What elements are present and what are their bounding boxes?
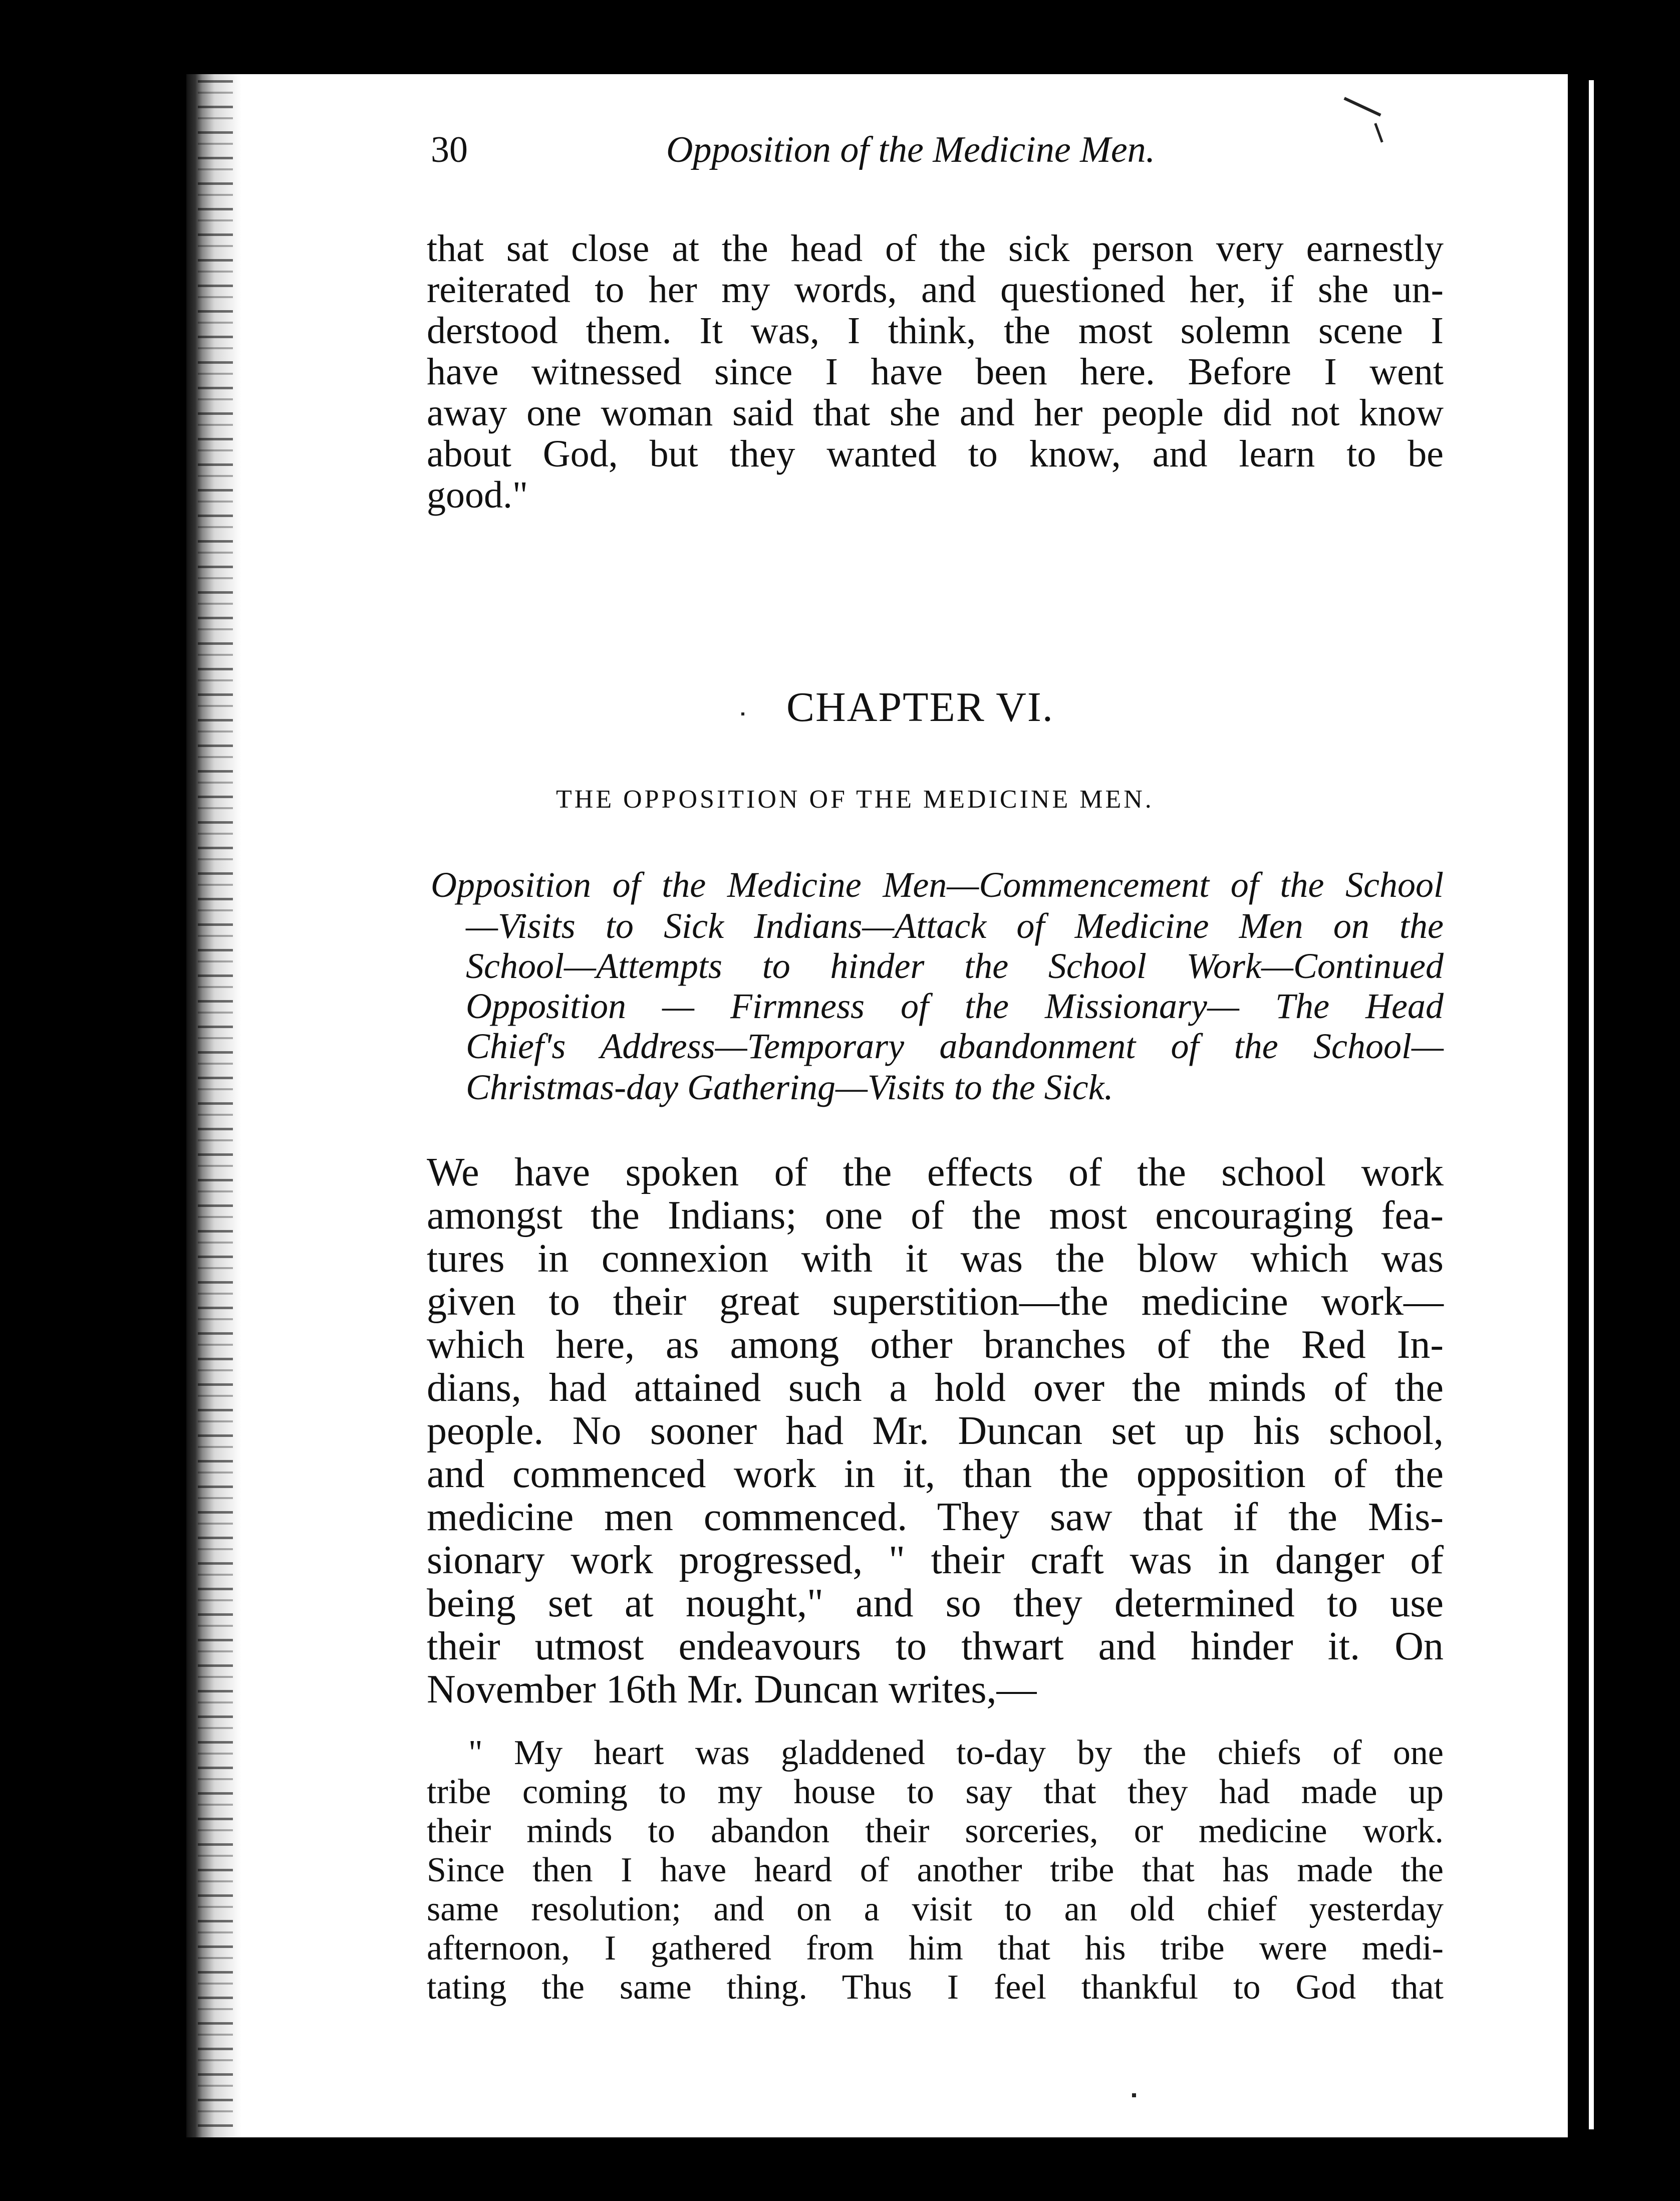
binding-speckle (198, 80, 233, 2129)
running-head-title: Opposition of the Medicine Men. (666, 129, 1156, 170)
quote-line: tating the same thing. Thus I feel thankful to God that (427, 1968, 1444, 2007)
paragraph-line: tures in connexion with it was the blow which was (427, 1237, 1444, 1281)
paragraph-line: given to their great superstition—the medicine work— (427, 1280, 1444, 1324)
paragraph-line: their utmost endeavours to thwart and hinder it. On (427, 1624, 1444, 1668)
paragraph-line: sionary work progressed, " their craft was in danger of (427, 1538, 1444, 1582)
text-line: derstood them. It was, I think, the most solemn scene I (427, 310, 1444, 352)
next-page-edge (1568, 74, 1680, 2137)
paragraph-line: dians, had attained such a hold over the minds of the (427, 1366, 1444, 1410)
right-paper-edge (1589, 80, 1594, 2129)
text-line: away one woman said that she and her people did not know (427, 392, 1444, 434)
paragraph-line: and commenced work in it, than the opposition of the (427, 1452, 1444, 1496)
quote-line: " My heart was gladdened to-day by the chiefs of one (468, 1734, 1444, 1772)
paragraph-line: medicine men commenced. They saw that if the Mis- (427, 1495, 1444, 1539)
text-line: that sat close at the head of the sick person very earnestly (427, 227, 1444, 270)
chapter-title: CHAPTER VI. (786, 684, 1054, 730)
chapter-subtitle: THE OPPOSITION OF THE MEDICINE MEN. (556, 785, 1154, 814)
paragraph-line: people. No sooner had Mr. Duncan set up his school, (427, 1409, 1444, 1453)
quote-line: Since then I have heard of another tribe that has made the (427, 1851, 1444, 1889)
text-line: have witnessed since I have been here. Before I went (427, 351, 1444, 393)
text-line: about God, but they wanted to know, and learn to be (427, 433, 1444, 475)
quote-line: their minds to abandon their sorceries, or medicine work. (427, 1812, 1444, 1850)
text-line: good." (427, 474, 528, 516)
scan-mark (1132, 2093, 1136, 2097)
quote-line: same resolution; and on a visit to an old chief yesterday (427, 1890, 1444, 1928)
paragraph-line: amongst the Indians; one of the most encouraging fea- (427, 1193, 1444, 1238)
summary-line: Chief's Address—Temporary abandonment of the School— (466, 1026, 1444, 1066)
summary-line: Opposition — Firmness of the Missionary— The Head (466, 986, 1444, 1026)
quote-line: tribe coming to my house to say that they had made up (427, 1773, 1444, 1811)
paragraph-line: being set at nought," and so they determined to use (427, 1581, 1444, 1625)
page-number: 30 (431, 129, 468, 170)
paragraph-line: which here, as among other branches of the Red In- (427, 1323, 1444, 1367)
summary-line: —Visits to Sick Indians—Attack of Medicine Men on the (466, 906, 1444, 946)
summary-line: Opposition of the Medicine Men—Commencement of the School (431, 865, 1444, 905)
paragraph-line: We have spoken of the effects of the school work (427, 1150, 1444, 1194)
quote-line: afternoon, I gathered from him that his tribe were medi- (427, 1929, 1444, 1968)
summary-line: School—Attempts to hinder the School Work—Continued (466, 946, 1444, 986)
text-line: reiterated to her my words, and questioned her, if she un- (427, 269, 1444, 311)
scan-mark (741, 712, 744, 715)
summary-line: Christmas-day Gathering—Visits to the Sick. (466, 1067, 1113, 1107)
paragraph-line: November 16th Mr. Duncan writes,— (427, 1667, 1037, 1711)
